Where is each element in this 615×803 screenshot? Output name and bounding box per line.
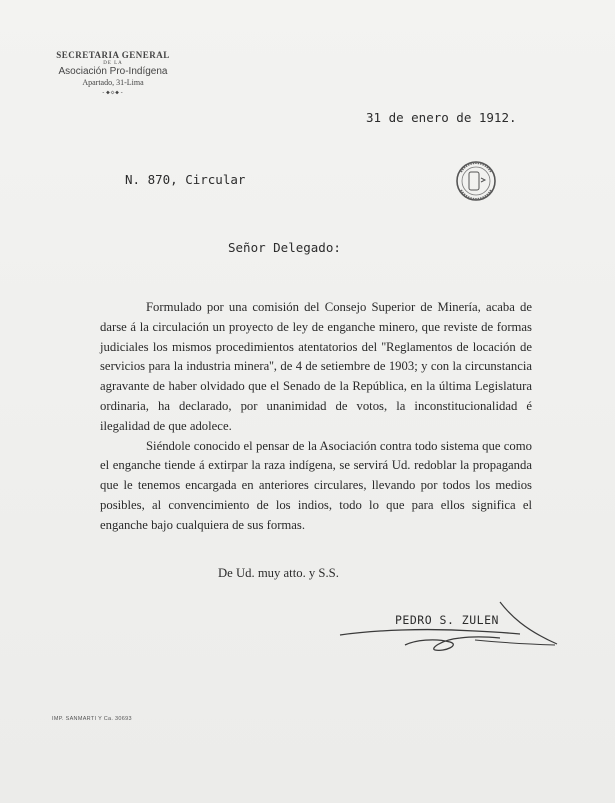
letterhead-address: Apartado, 31-Lima <box>82 78 144 87</box>
closing-formula: De Ud. muy atto. y S.S. <box>218 566 339 580</box>
letterhead-title: SECRETARIA GENERAL <box>56 50 170 60</box>
body-paragraph-2: Siéndole conocido el pensar de la Asociación contra todo sistema que como el enganche tiende á extirpar la raza indígena, se servirá Ud. redoblar la propaganda que le tenemos encargada en anteriores circulares, llevando por todos los medios posibles, al convencimiento de los indios, todo lo que para ellos significa el enganche bajo cualquiera de sus formas. <box>100 438 532 532</box>
handwritten-signature-icon <box>335 600 565 660</box>
circular-reference: N. 870, Circular <box>125 172 246 187</box>
letterhead <box>48 50 178 96</box>
body-paragraph-1: Formulado por una comisión del Consejo Superior de Minería, acaba de darse á la circulación un proyecto de ley de enganche minero, que reviste de formas judiciales los mismos procedimientos atentatorios del ''Reglamentos de locación de servicios para la industria minera'', de 4 de setiembre de 1903; y con la circunstancia agravante de haber olvidado que el Senado de la República, en la última Legislatura ordinaria, ha declarado, por unanimidad de votos, la inconstitucionalidad é ilegalidad de que adolece. <box>100 300 532 433</box>
salutation: Señor Delegado: <box>228 240 341 255</box>
letterhead-connector: DE LA <box>103 61 123 66</box>
letterhead-organization: Asociación Pro-Indígena <box>58 66 168 77</box>
signatory-name: PEDRO S. ZULEN <box>395 613 499 627</box>
letterhead-ornament: -◆◇◆- <box>101 89 125 96</box>
letter-body <box>100 298 532 536</box>
letter-date: 31 de enero de 1912. <box>366 110 517 125</box>
seal-stamp-icon <box>455 160 497 202</box>
printer-imprint: IMP. SANMARTI Y Ca. 30693 <box>52 716 132 722</box>
